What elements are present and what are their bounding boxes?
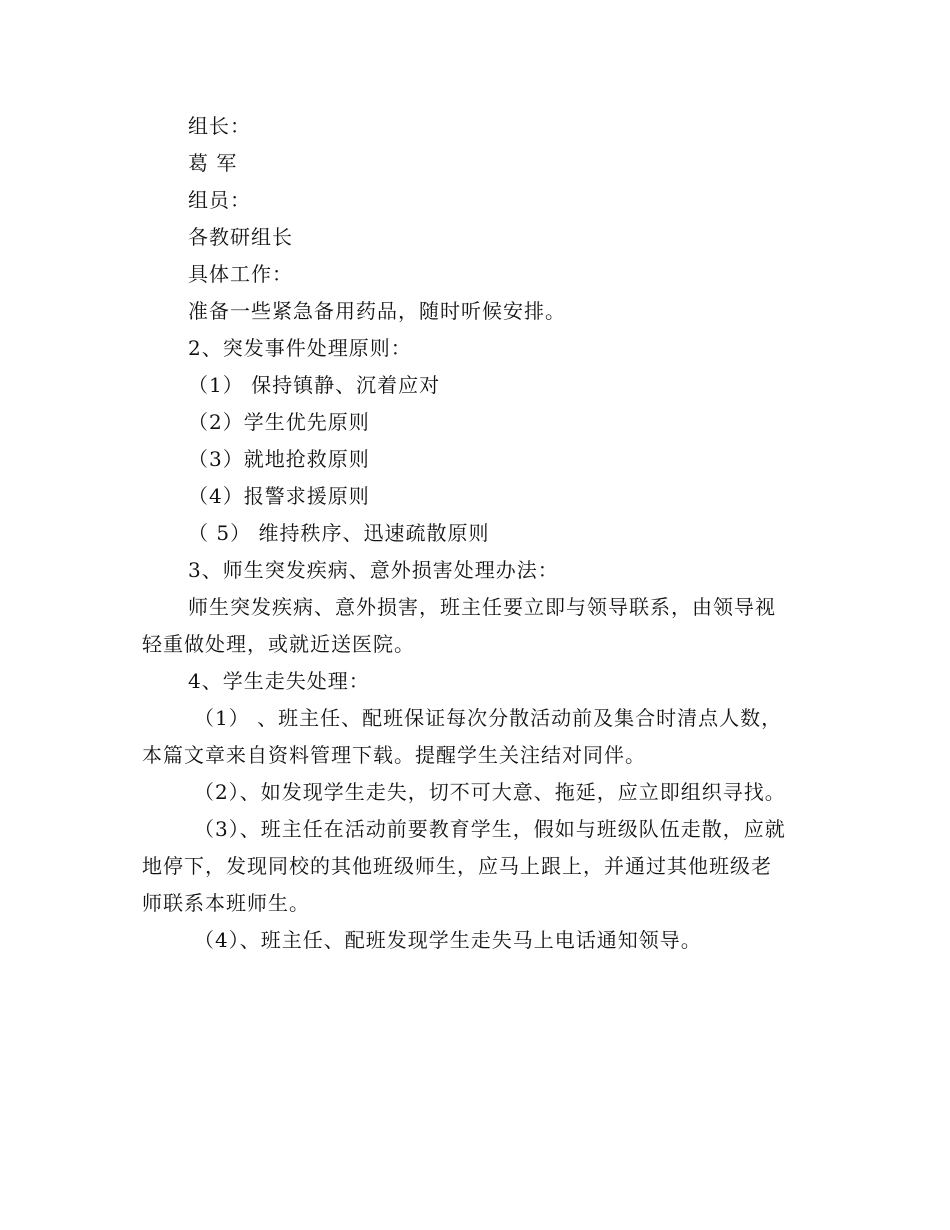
- paragraph-line: （2）、如发现学生走失，切不可大意、拖延，应立即组织寻找。: [194, 780, 786, 804]
- paragraph-line: 师生突发疾病、意外损害，班主任要立即与领导联系，由领导视: [188, 595, 776, 619]
- paragraph-line: （4）、班主任、配班发现学生走失马上电话通知领导。: [194, 928, 702, 952]
- paragraph-line: 组长：: [188, 114, 251, 138]
- section-heading: 2、突发事件处理原则：: [188, 336, 412, 360]
- section-heading: 4、学生走失处理：: [188, 669, 370, 693]
- list-item: （3）就地抢救原则: [188, 447, 370, 471]
- paragraph-line: （1） 、班主任、配班保证每次分散活动前及集合时清点人数，: [194, 706, 783, 730]
- paragraph-line: 师联系本班师生。: [142, 891, 310, 915]
- paragraph-line: 准备一些紧急备用药品，随时听候安排。: [188, 299, 566, 323]
- paragraph-line: 葛 军: [188, 151, 238, 175]
- paragraph-line: 本篇文章来自资料管理下载。提醒学生关注结对同伴。: [142, 743, 646, 767]
- paragraph-line: 具体工作：: [188, 262, 293, 286]
- list-item: （4）报警求援原则: [188, 484, 370, 508]
- paragraph-line: 地停下，发现同校的其他班级师生，应马上跟上，并通过其他班级老: [142, 854, 772, 878]
- paragraph-line: 轻重做处理，或就近送医院。: [142, 632, 415, 656]
- document-body: [142, 108, 822, 959]
- paragraph-line: 各教研组长: [188, 225, 293, 249]
- list-item: （1） 保持镇静、沉着应对: [188, 373, 441, 397]
- section-heading: 3、师生突发疾病、意外损害处理办法：: [188, 558, 559, 582]
- list-item: （2）学生优先原则: [188, 410, 370, 434]
- paragraph-line: （3）、班主任在活动前要教育学生，假如与班级队伍走散，应就: [194, 817, 786, 841]
- list-item: （ 5） 维持秩序、迅速疏散原则: [188, 521, 490, 545]
- paragraph-line: 组员：: [188, 188, 251, 212]
